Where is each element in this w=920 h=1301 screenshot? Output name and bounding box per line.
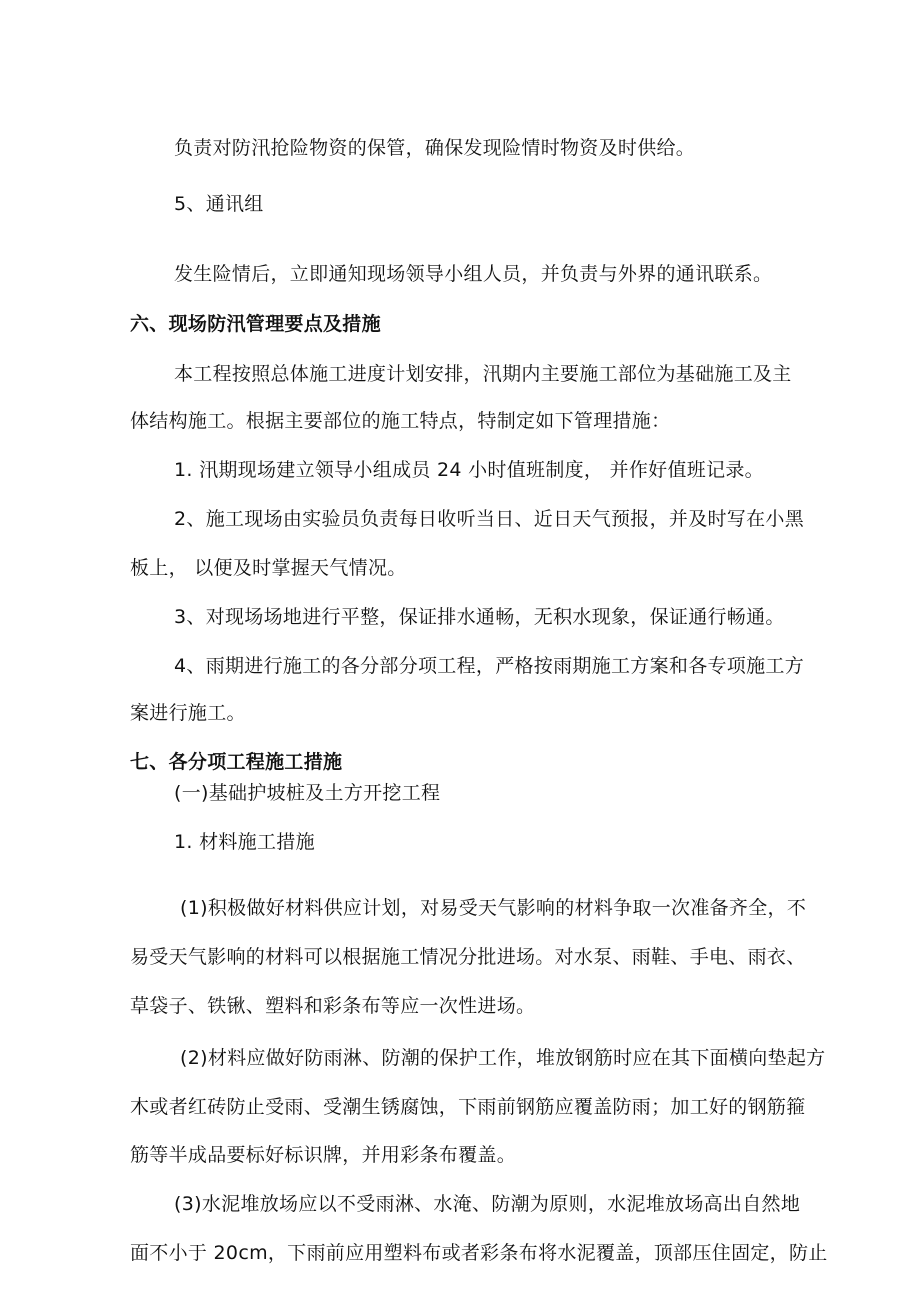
- list-item-line: (1)积极做好材料供应计划，对易受天气影响的材料争取一次准备齐全，不: [180, 897, 807, 919]
- body-text-line: 面不小于 20cm，下雨前应用塑料布或者彩条布将水泥覆盖，顶部压住固定，防止: [130, 1242, 828, 1264]
- body-text-line: 板上， 以便及时掌握天气情况。: [130, 557, 407, 579]
- list-item-line: 2、施工现场由实验员负责每日收听当日、近日天气预报，并及时写在小黑: [174, 508, 804, 530]
- body-text-line: 发生险情后，立即通知现场领导小组人员，并负责与外界的通讯联系。: [174, 263, 773, 285]
- body-text-line: 负责对防汛抢险物资的保管，确保发现险情时物资及时供给。: [174, 137, 696, 159]
- body-text-line: 木或者红砖防止受雨、受潮生锈腐蚀，下雨前钢筋应覆盖防雨；加工好的钢筋箍: [130, 1096, 806, 1118]
- list-item-line: 3、对现场场地进行平整，保证排水通畅，无积水现象，保证通行畅通。: [174, 606, 785, 628]
- section-heading: 六、现场防汛管理要点及措施: [130, 313, 381, 335]
- list-item-line: 4、雨期进行施工的各分部分项工程，严格按雨期施工方案和各专项施工方: [174, 655, 804, 677]
- list-item-line: 1. 汛期现场建立领导小组成员 24 小时值班制度， 并作好值班记录。: [174, 459, 764, 481]
- body-text-line: 案进行施工。: [130, 702, 246, 724]
- subsection-heading: 5、通讯组: [174, 193, 264, 215]
- body-text-line: 草袋子、铁锹、塑料和彩条布等应一次性进场。: [130, 995, 536, 1017]
- body-text-line: 体结构施工。根据主要部位的施工特点，特制定如下管理措施：: [130, 410, 671, 432]
- section-heading: 七、各分项工程施工措施: [130, 751, 343, 773]
- subsection-heading: (一)基础护坡桩及土方开挖工程: [174, 782, 441, 804]
- body-text-line: 筋等半成品要标好标识牌，并用彩条布覆盖。: [130, 1144, 517, 1166]
- list-item-line: (2)材料应做好防雨淋、防潮的保护工作，堆放钢筋时应在其下面横向垫起方: [180, 1047, 826, 1069]
- body-text-line: 易受天气影响的材料可以根据施工情况分批进场。对水泵、雨鞋、手电、雨衣、: [130, 946, 806, 968]
- list-item-line: (3)水泥堆放场应以不受雨淋、水淹、防潮为原则，水泥堆放场高出自然地: [174, 1193, 801, 1215]
- subsection-heading: 1. 材料施工措施: [174, 831, 315, 853]
- body-text-line: 本工程按照总体施工进度计划安排，汛期内主要施工部位为基础施工及主: [174, 363, 792, 385]
